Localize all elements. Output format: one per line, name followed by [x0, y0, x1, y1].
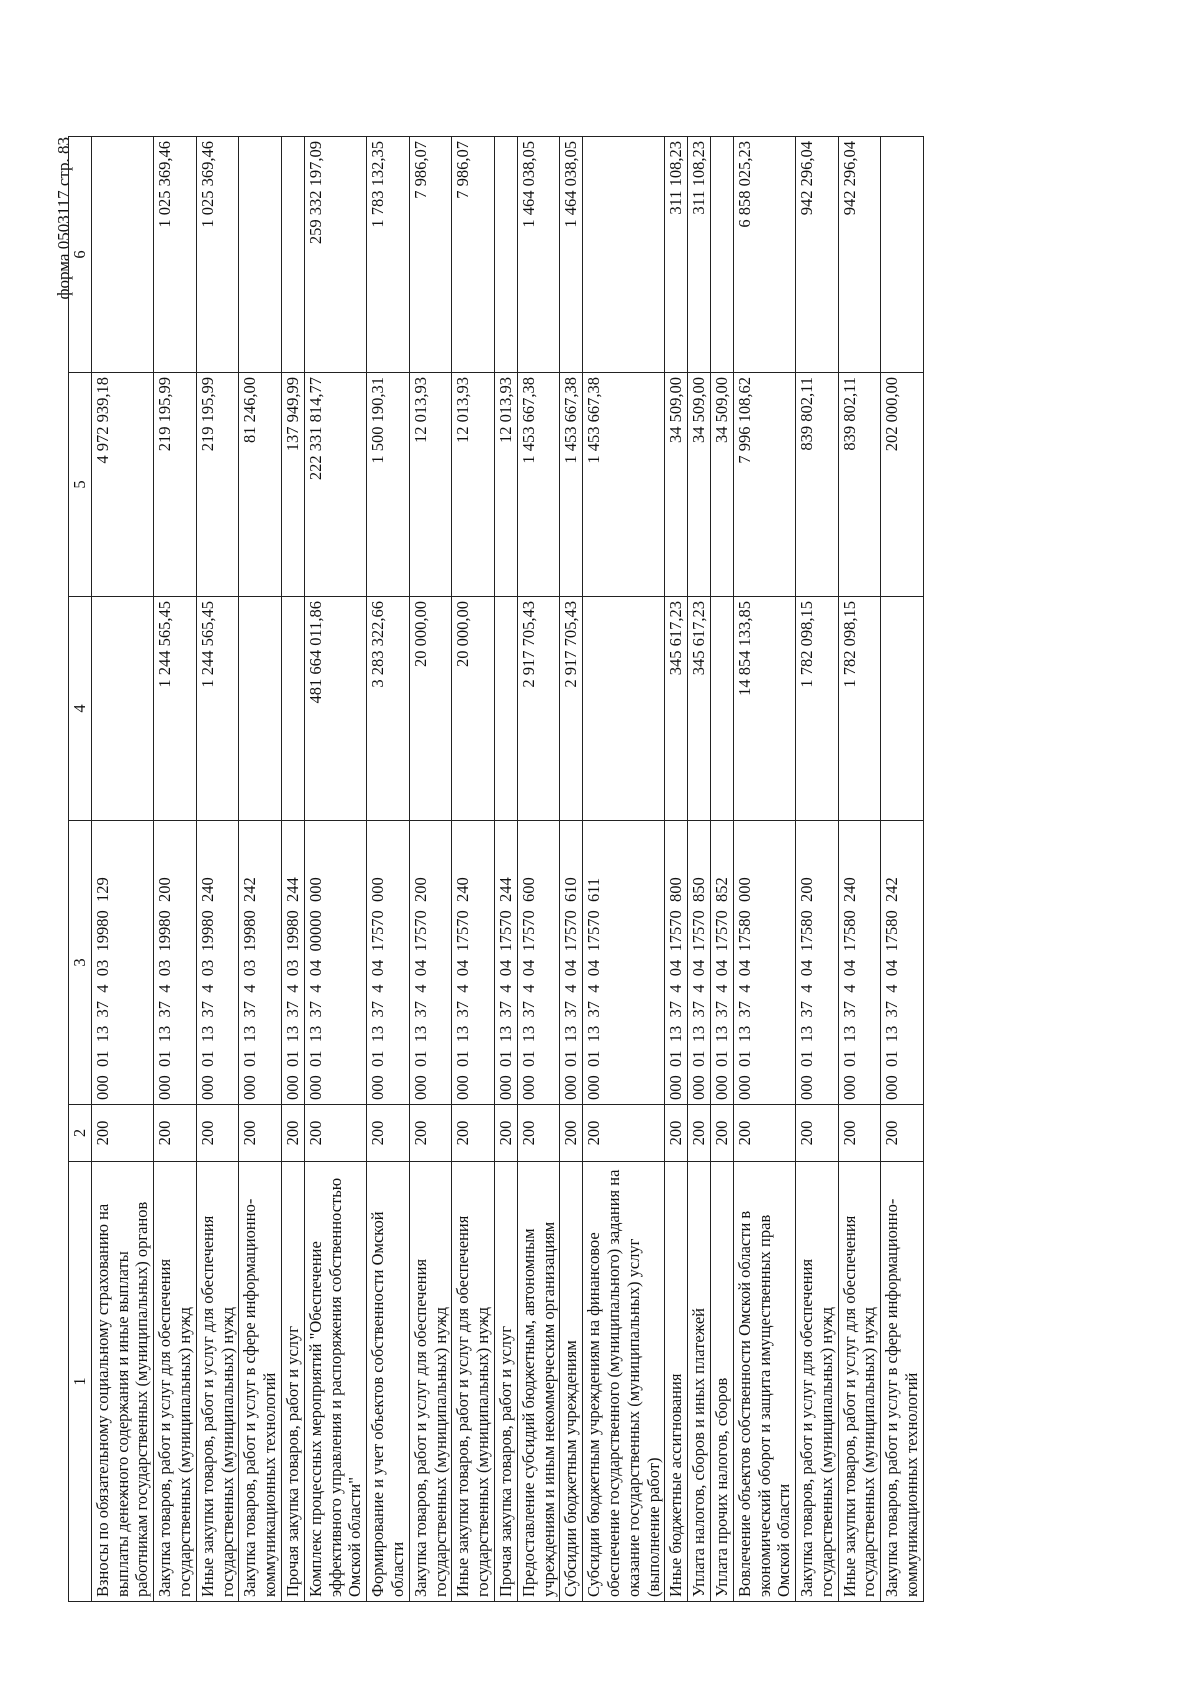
row-budget-code-cell: 000 01 13 37 4 03 19980 129	[91, 821, 153, 1105]
row-line-code-cell: 200	[304, 1105, 366, 1162]
row-budget-code-cell: 000 01 13 37 4 04 17580 200	[796, 821, 839, 1105]
row-budget-code-cell: 000 01 13 37 4 04 17570 240	[452, 821, 495, 1105]
row-unexecuted-amount-cell: 1 783 132,35	[367, 137, 410, 373]
row-line-code-cell: 200	[733, 1105, 795, 1162]
column-header-2: 2	[69, 1105, 92, 1162]
table-row	[733, 137, 795, 1602]
row-name-cell: Закупка товаров, работ и услуг в сфере информационно-коммуникационных технологий	[881, 1162, 924, 1602]
table-row	[367, 137, 410, 1602]
row-name-cell: Субсидии бюджетным учреждениям	[560, 1162, 583, 1602]
row-unexecuted-amount-cell: 311 108,23	[688, 137, 711, 373]
row-unexecuted-amount-cell: 311 108,23	[665, 137, 688, 373]
row-name-cell: Иные закупки товаров, работ и услуг для обеспечения государственных (муниципальных) нужд	[838, 1162, 881, 1602]
row-executed-amount-cell: 1 453 667,38	[517, 373, 560, 597]
row-unexecuted-amount-cell: 259 332 197,09	[304, 137, 366, 373]
row-budget-code-cell: 000 01 13 37 4 03 19980 240	[196, 821, 239, 1105]
row-executed-amount-cell: 12 013,93	[409, 373, 452, 597]
row-approved-amount-cell	[494, 597, 517, 821]
row-line-code-cell: 200	[367, 1105, 410, 1162]
row-name-cell: Комплекс процессных мероприятий "Обеспечение эффективного управления и распоряжения собственностью Омской области"	[304, 1162, 366, 1602]
row-line-code-cell: 200	[196, 1105, 239, 1162]
row-unexecuted-amount-cell: 7 986,07	[452, 137, 495, 373]
row-line-code-cell: 200	[281, 1105, 304, 1162]
table-row	[665, 137, 688, 1602]
column-header-4: 4	[69, 597, 92, 821]
table-row	[281, 137, 304, 1602]
row-budget-code-cell: 000 01 13 37 4 03 19980 244	[281, 821, 304, 1105]
row-unexecuted-amount-cell: 1 464 038,05	[517, 137, 560, 373]
row-approved-amount-cell: 1 782 098,15	[838, 597, 881, 821]
row-executed-amount-cell: 81 246,00	[239, 373, 282, 597]
row-executed-amount-cell: 1 500 190,31	[367, 373, 410, 597]
row-unexecuted-amount-cell: 6 858 025,23	[733, 137, 795, 373]
row-budget-code-cell: 000 01 13 37 4 03 19980 242	[239, 821, 282, 1105]
row-name-cell: Уплата налогов, сборов и иных платежей	[688, 1162, 711, 1602]
table-row	[881, 137, 924, 1602]
table-body	[91, 137, 923, 1602]
row-approved-amount-cell	[91, 597, 153, 821]
row-executed-amount-cell: 222 331 814,77	[304, 373, 366, 597]
table-row	[560, 137, 583, 1602]
row-unexecuted-amount-cell: 1 464 038,05	[560, 137, 583, 373]
row-budget-code-cell: 000 01 13 37 4 04 17570 610	[560, 821, 583, 1105]
row-unexecuted-amount-cell	[281, 137, 304, 373]
row-budget-code-cell: 000 01 13 37 4 04 17570 800	[665, 821, 688, 1105]
row-approved-amount-cell: 20 000,00	[409, 597, 452, 821]
row-line-code-cell: 200	[583, 1105, 665, 1162]
row-name-cell: Иные закупки товаров, работ и услуг для обеспечения государственных (муниципальных) нужд	[452, 1162, 495, 1602]
table-row	[583, 137, 665, 1602]
row-unexecuted-amount-cell: 942 296,04	[838, 137, 881, 373]
row-budget-code-cell: 000 01 13 37 4 04 17580 240	[838, 821, 881, 1105]
row-name-cell: Взносы по обязательному социальному страхованию на выплаты денежного содержания и иные выплаты работникам государственных (муниципальных) органов	[91, 1162, 153, 1602]
row-unexecuted-amount-cell	[239, 137, 282, 373]
row-approved-amount-cell: 20 000,00	[452, 597, 495, 821]
row-line-code-cell: 200	[239, 1105, 282, 1162]
row-approved-amount-cell: 2 917 705,43	[560, 597, 583, 821]
column-header-1: 1	[69, 1162, 92, 1602]
row-approved-amount-cell: 1 782 098,15	[796, 597, 839, 821]
table-row	[494, 137, 517, 1602]
row-executed-amount-cell: 4 972 939,18	[91, 373, 153, 597]
row-executed-amount-cell: 12 013,93	[494, 373, 517, 597]
row-approved-amount-cell: 481 664 011,86	[304, 597, 366, 821]
row-executed-amount-cell: 34 509,00	[665, 373, 688, 597]
form-caption: форма 0503117 стр. 83	[54, 137, 73, 300]
row-line-code-cell: 200	[665, 1105, 688, 1162]
row-unexecuted-amount-cell	[583, 137, 665, 373]
row-name-cell: Иные бюджетные ассигнования	[665, 1162, 688, 1602]
row-approved-amount-cell	[281, 597, 304, 821]
row-budget-code-cell: 000 01 13 37 4 04 17570 600	[517, 821, 560, 1105]
row-approved-amount-cell	[583, 597, 665, 821]
row-budget-code-cell: 000 01 13 37 4 04 17580 000	[733, 821, 795, 1105]
row-unexecuted-amount-cell: 942 296,04	[796, 137, 839, 373]
table-row	[796, 137, 839, 1602]
table-row	[91, 137, 153, 1602]
row-executed-amount-cell: 7 996 108,62	[733, 373, 795, 597]
row-approved-amount-cell: 345 617,23	[665, 597, 688, 821]
row-line-code-cell: 200	[154, 1105, 197, 1162]
column-header-5: 5	[69, 373, 92, 597]
row-budget-code-cell: 000 01 13 37 4 04 17570 850	[688, 821, 711, 1105]
row-name-cell: Прочая закупка товаров, работ и услуг	[494, 1162, 517, 1602]
table-row	[710, 137, 733, 1602]
column-header-3: 3	[69, 821, 92, 1105]
row-line-code-cell: 200	[517, 1105, 560, 1162]
row-unexecuted-amount-cell	[91, 137, 153, 373]
table-row	[452, 137, 495, 1602]
row-budget-code-cell: 000 01 13 37 4 04 17570 200	[409, 821, 452, 1105]
row-name-cell: Субсидии бюджетным учреждениям на финансовое обеспечение государственного (муниципального) задания на оказание государственных (муниципальных) услуг (выполнение работ)	[583, 1162, 665, 1602]
row-line-code-cell: 200	[452, 1105, 495, 1162]
table-row	[304, 137, 366, 1602]
row-approved-amount-cell: 345 617,23	[688, 597, 711, 821]
row-name-cell: Формирование и учет объектов собственности Омской области	[367, 1162, 410, 1602]
row-line-code-cell: 200	[688, 1105, 711, 1162]
row-name-cell: Закупка товаров, работ и услуг для обеспечения государственных (муниципальных) нужд	[796, 1162, 839, 1602]
row-executed-amount-cell: 839 802,11	[838, 373, 881, 597]
row-budget-code-cell: 000 01 13 37 4 04 17580 242	[881, 821, 924, 1105]
column-header-6: 6	[69, 137, 92, 373]
row-executed-amount-cell: 1 453 667,38	[560, 373, 583, 597]
row-budget-code-cell: 000 01 13 37 4 04 17570 244	[494, 821, 517, 1105]
row-approved-amount-cell: 14 854 133,85	[733, 597, 795, 821]
row-executed-amount-cell: 34 509,00	[710, 373, 733, 597]
row-executed-amount-cell: 1 453 667,38	[583, 373, 665, 597]
row-budget-code-cell: 000 01 13 37 4 04 17570 611	[583, 821, 665, 1105]
row-approved-amount-cell: 2 917 705,43	[517, 597, 560, 821]
row-budget-code-cell: 000 01 13 37 4 03 19980 200	[154, 821, 197, 1105]
row-name-cell: Уплата прочих налогов, сборов	[710, 1162, 733, 1602]
table-row	[154, 137, 197, 1602]
table-row	[239, 137, 282, 1602]
table-row	[196, 137, 239, 1602]
row-executed-amount-cell: 34 509,00	[688, 373, 711, 597]
row-unexecuted-amount-cell: 1 025 369,46	[154, 137, 197, 373]
row-line-code-cell: 200	[409, 1105, 452, 1162]
row-line-code-cell: 200	[881, 1105, 924, 1162]
row-name-cell: Иные закупки товаров, работ и услуг для обеспечения государственных (муниципальных) нужд	[196, 1162, 239, 1602]
row-unexecuted-amount-cell	[710, 137, 733, 373]
row-executed-amount-cell: 219 195,99	[154, 373, 197, 597]
row-name-cell: Закупка товаров, работ и услуг для обеспечения государственных (муниципальных) нужд	[154, 1162, 197, 1602]
row-executed-amount-cell: 202 000,00	[881, 373, 924, 597]
row-approved-amount-cell: 1 244 565,45	[154, 597, 197, 821]
row-line-code-cell: 200	[838, 1105, 881, 1162]
row-name-cell: Предоставление субсидий бюджетным, автономным учреждениям и иным некоммерческим организациям	[517, 1162, 560, 1602]
row-line-code-cell: 200	[494, 1105, 517, 1162]
table-row	[838, 137, 881, 1602]
table-row	[688, 137, 711, 1602]
row-line-code-cell: 200	[710, 1105, 733, 1162]
row-executed-amount-cell: 219 195,99	[196, 373, 239, 597]
row-approved-amount-cell	[710, 597, 733, 821]
row-approved-amount-cell: 1 244 565,45	[196, 597, 239, 821]
row-unexecuted-amount-cell: 1 025 369,46	[196, 137, 239, 373]
row-executed-amount-cell: 839 802,11	[796, 373, 839, 597]
row-budget-code-cell: 000 01 13 37 4 04 17570 852	[710, 821, 733, 1105]
row-unexecuted-amount-cell	[494, 137, 517, 373]
row-line-code-cell: 200	[91, 1105, 153, 1162]
row-unexecuted-amount-cell	[881, 137, 924, 373]
budget-execution-table	[68, 136, 924, 1602]
table-header-row	[69, 137, 92, 1602]
row-name-cell: Вовлечение объектов собственности Омской области в экономический оборот и защита имущественных прав Омской области	[733, 1162, 795, 1602]
row-approved-amount-cell	[239, 597, 282, 821]
table-row	[517, 137, 560, 1602]
row-name-cell: Прочая закупка товаров, работ и услуг	[281, 1162, 304, 1602]
row-name-cell: Закупка товаров, работ и услуг для обеспечения государственных (муниципальных) нужд	[409, 1162, 452, 1602]
table-row	[409, 137, 452, 1602]
row-approved-amount-cell: 3 283 322,66	[367, 597, 410, 821]
row-executed-amount-cell: 137 949,99	[281, 373, 304, 597]
row-budget-code-cell: 000 01 13 37 4 04 00000 000	[304, 821, 366, 1105]
row-executed-amount-cell: 12 013,93	[452, 373, 495, 597]
row-line-code-cell: 200	[560, 1105, 583, 1162]
row-budget-code-cell: 000 01 13 37 4 04 17570 000	[367, 821, 410, 1105]
row-name-cell: Закупка товаров, работ и услуг в сфере информационно-коммуникационных технологий	[239, 1162, 282, 1602]
row-unexecuted-amount-cell: 7 986,07	[409, 137, 452, 373]
row-approved-amount-cell	[881, 597, 924, 821]
row-line-code-cell: 200	[796, 1105, 839, 1162]
